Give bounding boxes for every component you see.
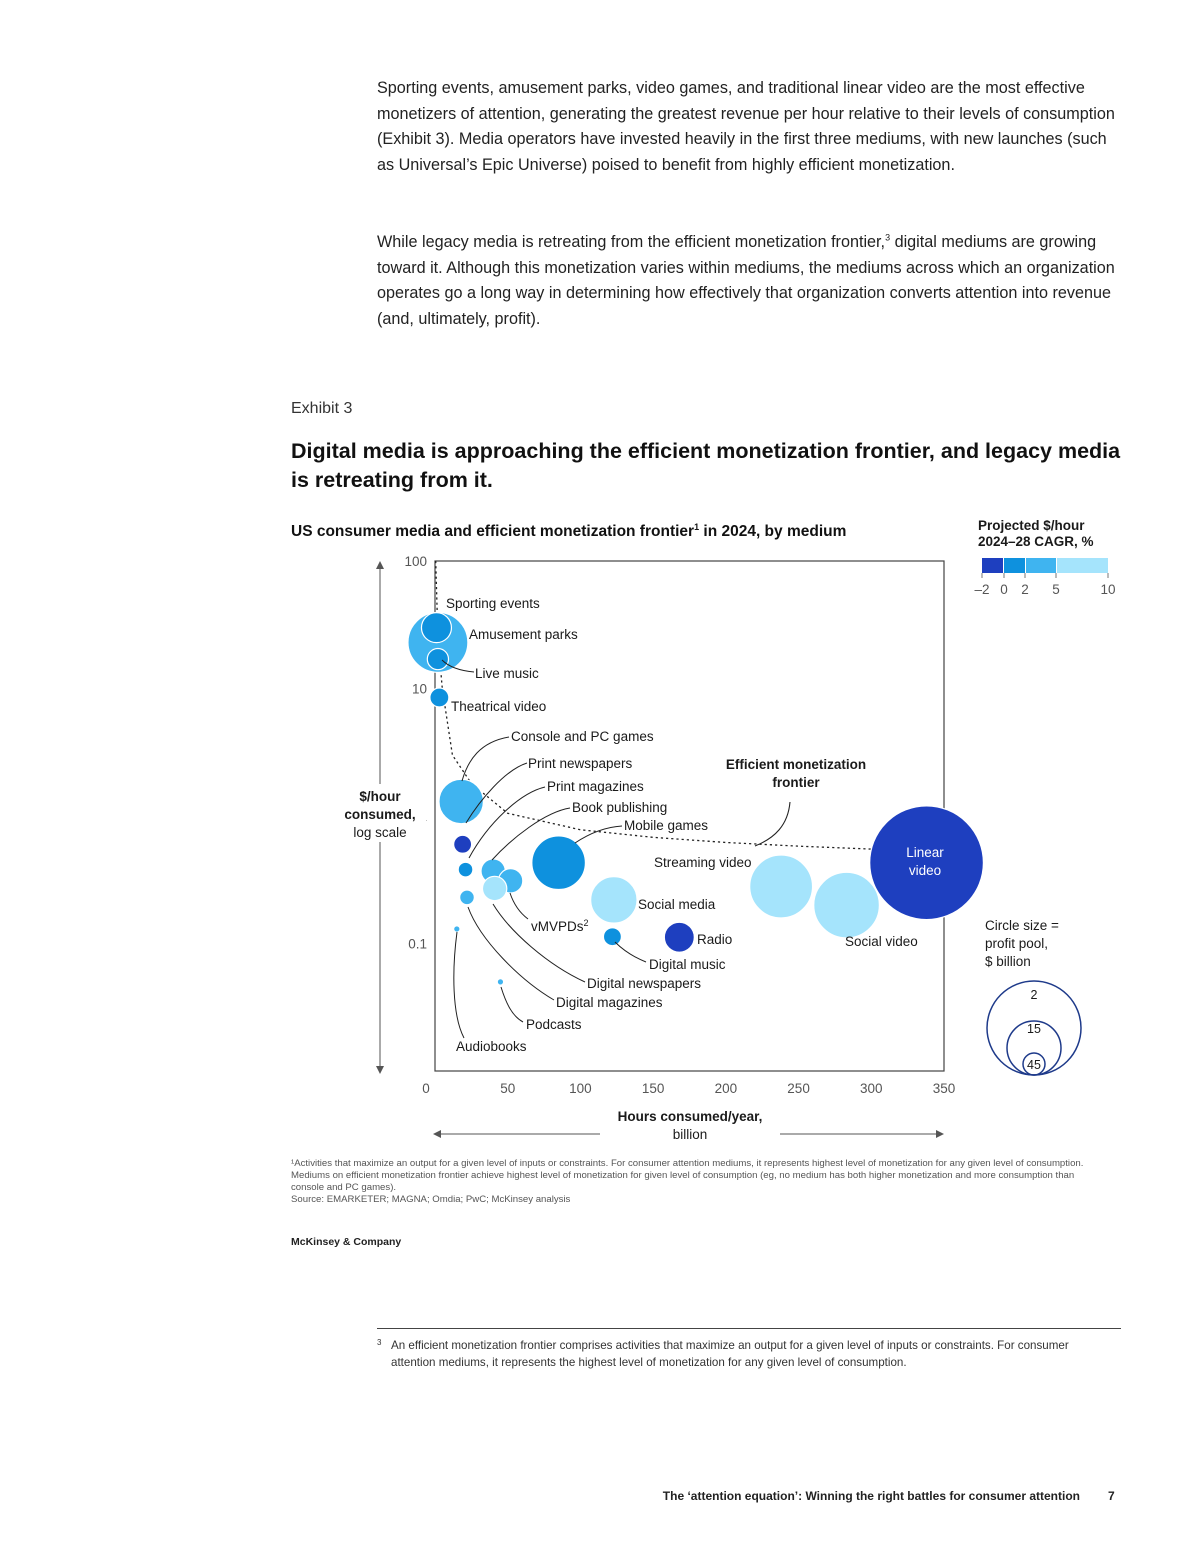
leader-vmvpds [510, 893, 528, 919]
label-digital-newspapers: Digital newspapers [587, 976, 702, 991]
x-tick-label-250: 250 [787, 1081, 810, 1096]
size-legend-title-line: profit pool, [985, 936, 1049, 951]
footnote-3-text: An efficient monetization frontier comprises activities that maximize an output for a given level of inputs or constraints. For consumer attention mediums, it represents the highest level of monetization for any given level of consumption. [391, 1339, 1069, 1369]
paragraph-2-before: While legacy media is retreating from the efficient monetization frontier, [377, 233, 886, 251]
leader-podcasts [501, 987, 523, 1022]
label-live-music: Live music [475, 666, 539, 681]
label-vmvpds: vMVPDs$^2$ [531, 918, 589, 934]
source-note: Source: EMARKETER; MAGNA; Omdia; PwC; McKinsey analysis [291, 1194, 571, 1205]
label-amusement-parks: Amusement parks [469, 627, 578, 642]
leader-digital-newspapers [493, 904, 585, 982]
label-linear-video: video [908, 863, 942, 878]
page-footnote-3 [377, 1337, 1112, 1371]
leader-mobile-games [575, 826, 622, 843]
label-sporting-events: Sporting events [446, 596, 540, 611]
leader-console-and-pc-games [462, 737, 509, 781]
bubble-podcasts [497, 979, 503, 985]
size-legend-title-line: $ billion [985, 954, 1031, 969]
bubble-radio [664, 922, 694, 952]
x-axis-title-line: billion [672, 1127, 708, 1142]
label-streaming-video: Streaming video [654, 855, 752, 870]
color-legend-swatch [1026, 558, 1056, 573]
y-tick-label-100: 100 [404, 554, 427, 569]
y-axis-title-line: log scale [353, 825, 407, 840]
size-legend-title-line: Circle size = [985, 918, 1059, 933]
color-legend-swatch [1057, 558, 1108, 573]
y-axis-title-line: consumed, [344, 807, 416, 822]
page-number: 7 [1108, 1489, 1115, 1503]
color-legend-swatch [982, 558, 1003, 573]
label-social-video: Social video [845, 934, 918, 949]
footnote-ref-3[interactable]: 3 [885, 232, 891, 243]
bubble-theatrical-video [430, 688, 449, 707]
chart-subtitle-ref: 1 [694, 521, 700, 532]
paragraph-1-text: Sporting events, amusement parks, video games, and traditional linear video are the most effective monetizers of attention, generating the greatest revenue per hour relative to their levels of consumption (Exhibit 3). Media operators have invested heavily in the first three mediums, with new launches (such as Universal’s Epic Universe) poised to benefit from highly efficient monetization. [377, 79, 1115, 174]
frontier-label-line: Efficient monetization [725, 757, 867, 772]
x-tick-label-200: 200 [714, 1081, 738, 1096]
bubble-sporting-events [421, 613, 451, 643]
frontier-label-leader [755, 802, 790, 846]
label-podcasts: Podcasts [526, 1017, 582, 1032]
x-tick-label-350: 350 [932, 1081, 956, 1096]
color-legend-title-line: Projected $/hour [978, 518, 1085, 533]
color-legend-tick-label: 10 [1100, 582, 1116, 597]
x-tick-label-50: 50 [500, 1081, 516, 1096]
x-tick-label-100: 100 [569, 1081, 592, 1096]
size-legend-label-45: 45 [1027, 1058, 1041, 1072]
label-print-newspapers: Print newspapers [528, 756, 633, 771]
label-digital-music: Digital music [649, 957, 726, 972]
paragraph-2-after: digital mediums are growing toward it. Although this monetization varies within mediums, the mediums across which an organization operates go a long way in determining how effectively that organization converts attention into revenue (and, ultimately, profit). [377, 233, 1115, 328]
frontier-label-line: frontier [772, 775, 820, 790]
color-legend-tick-label: 5 [1052, 582, 1060, 597]
bubble-audiobooks [454, 926, 460, 932]
label-print-magazines: Print magazines [547, 779, 644, 794]
y-tick-label-0-1: 0.1 [408, 936, 427, 952]
x-tick-label-150: 150 [641, 1081, 665, 1096]
label-radio: Radio [697, 932, 733, 947]
x-axis-title-line: Hours consumed/year, [617, 1109, 763, 1124]
label-book-publishing: Book publishing [572, 800, 668, 815]
bubble-print-magazines [458, 862, 473, 877]
label-social-media: Social media [638, 897, 716, 912]
color-legend-title-line: 2024–28 CAGR, % [978, 534, 1094, 549]
bubble-print-newspapers [454, 835, 472, 853]
footnote-1: ¹Activities that maximize an output for a given level of inputs or constraints. For consumer attention mediums, it represents highest level of monetization for any given level of consumption. Mediums on efficient monetization frontier achieve highest level of monetization for given level of consumption (eg, no medium has both higher monetization and more consumption than console and PC games). [291, 1158, 1084, 1193]
bubble-social-media [591, 877, 637, 923]
x-tick-label-0: 0 [422, 1081, 430, 1096]
label-theatrical-video: Theatrical video [451, 699, 547, 714]
chart-subtitle-before: US consumer media and efficient monetization frontier [291, 523, 695, 540]
bubble-mobile-games [532, 836, 586, 890]
size-legend-label-15: 15 [1027, 1022, 1041, 1036]
y-axis-title-line: $/hour [359, 789, 401, 804]
label-linear-video: Linear [906, 845, 944, 860]
chart-subtitle-after: in 2024, by medium [699, 523, 847, 540]
color-legend-tick-label: 0 [1000, 582, 1008, 597]
bubble-digital-music [603, 928, 621, 946]
exhibit-title: Digital media is approaching the efficient monetization frontier, and legacy media is retreating from it. [291, 439, 1121, 492]
label-vmvpds-sup: 2 [583, 918, 589, 928]
x-tick-label-300: 300 [860, 1081, 883, 1096]
color-legend-tick-label: 2 [1021, 582, 1029, 597]
bubble-social-video [814, 872, 880, 938]
label-digital-magazines: Digital magazines [556, 995, 663, 1010]
leader-audiobooks [454, 932, 464, 1038]
bubble-live-music [427, 649, 448, 670]
chart-footnotes [291, 1158, 1106, 1206]
label-mobile-games: Mobile games [624, 818, 709, 833]
exhibit-label: Exhibit 3 [291, 400, 353, 417]
color-legend-tick-label: –2 [974, 582, 990, 597]
label-audiobooks: Audiobooks [456, 1039, 527, 1054]
bubble-digital-magazines [460, 890, 475, 905]
publisher-name: McKinsey & Company [291, 1236, 402, 1248]
leader-digital-music [615, 942, 646, 962]
bubble-console-and-pc-games [439, 779, 483, 823]
bubble-streaming-video [750, 855, 813, 918]
y-tick-label-10: 10 [411, 681, 427, 697]
page-footer-title: The ‘attention equation’: Winning the right battles for consumer attention [662, 1489, 1080, 1503]
footnote-3-number: 3 [377, 1338, 382, 1347]
bubble-digital-newspapers [482, 876, 506, 900]
size-legend-label-2: 2 [1030, 988, 1038, 1002]
footnote-divider [377, 1328, 1121, 1329]
label-console-and-pc-games: Console and PC games [511, 729, 654, 744]
color-legend-swatch [1004, 558, 1025, 573]
